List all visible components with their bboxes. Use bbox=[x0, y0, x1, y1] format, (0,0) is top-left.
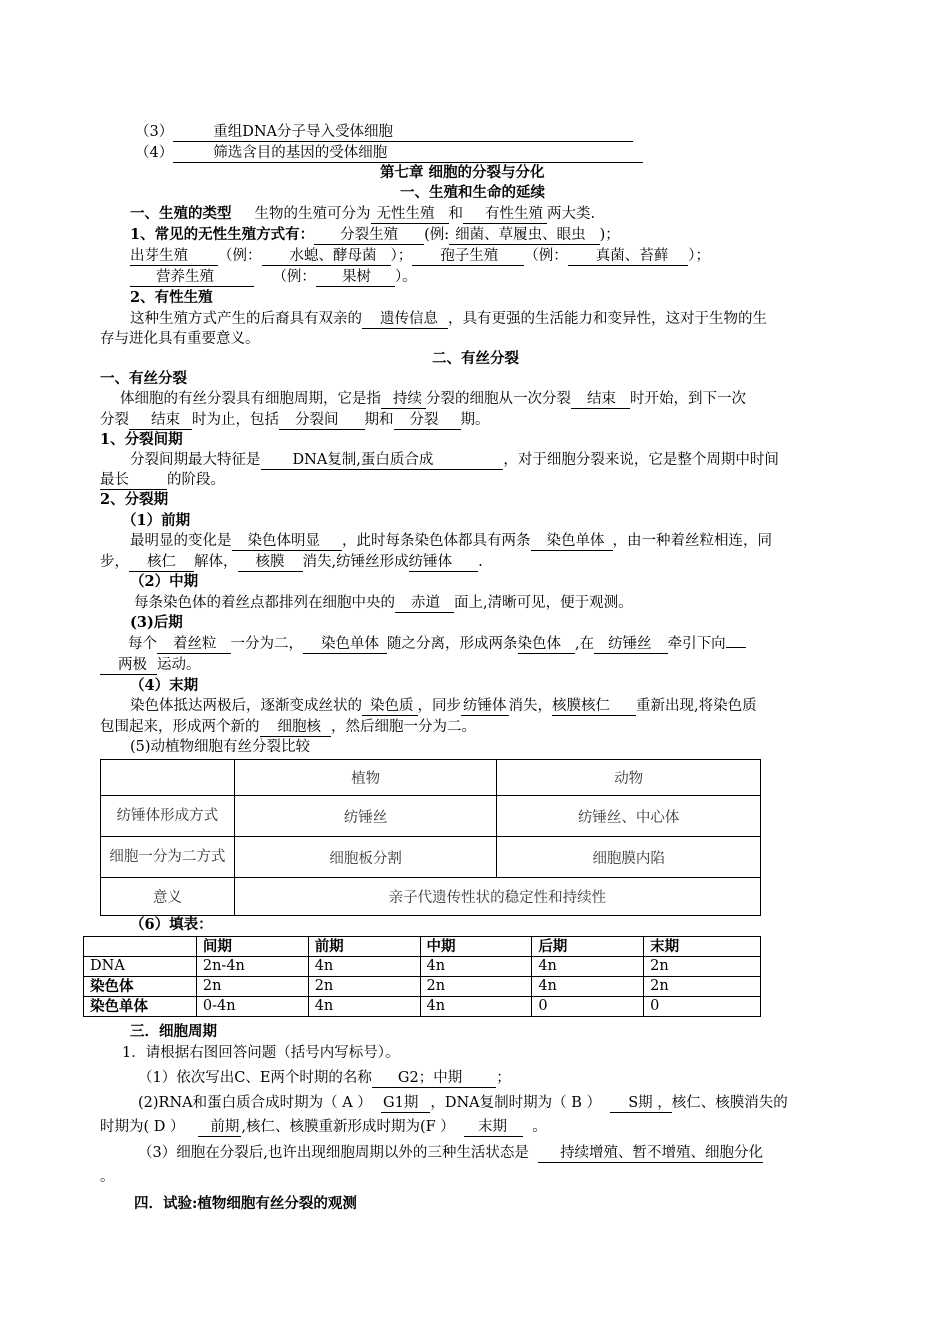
mitosis-para: 体细胞的有丝分裂具有细胞周期，它是指 持续 分裂的细胞从一次分裂 结束 时开始，到下一次 bbox=[120, 391, 746, 407]
chapter-title: 第七章 细胞的分裂与分化 bbox=[380, 164, 545, 181]
cycle-q2-cont: 时期为( D ） 前期 ,核仁、核膜重新形成时期为(F ） 末期 。 bbox=[100, 1119, 547, 1135]
sexual-text: 这种生殖方式产生的后裔具有双亲的 遗传信息 ，具有更强的生活能力和变异性，这对于生物的生 bbox=[130, 311, 767, 327]
cycle-question: 1．请根据右图回答问题（括号内写标号）。 bbox=[122, 1045, 400, 1061]
cycle-q1: （1）依次写出C、E两个时期的名称 G2；中期 ； bbox=[138, 1070, 511, 1086]
cycle-heading: 三．细胞周期 bbox=[130, 1023, 217, 1040]
interphase-text-2: 最长 的阶段。 bbox=[100, 472, 225, 488]
sexual-heading: 2、有性生殖 bbox=[130, 289, 213, 306]
table-row: 染色体 2n 2n 2n 4n 2n bbox=[84, 977, 761, 997]
interphase-text: 分裂间期最大特征是 DNA复制,蛋白质合成 ，对于细胞分裂来说，它是整个周期中时间 bbox=[130, 452, 779, 468]
anaphase-text: 每个 着丝粒 一分为二， 染色单体 随之分离，形成两条染色体 ,在 纺锤丝 牵引下向 bbox=[128, 634, 746, 654]
fill-heading: （6）填表： bbox=[130, 916, 213, 933]
interphase-heading: 1、分裂间期 bbox=[100, 431, 183, 448]
mitosis-para-2: 分裂 结束 时为止，包括 分裂间 期和 分裂 期。 bbox=[100, 412, 490, 428]
asexual-line3: 营养生殖 （例： 果树 ）。 bbox=[130, 267, 417, 287]
prophase-text: 最明显的变化是 染色体明显 ，此时每条染色体都具有两条 染色单体 ，由一种着丝粒相连，同 bbox=[130, 533, 772, 549]
anaphase-heading: (3)后期 bbox=[130, 614, 183, 631]
sexual-text-2: 存与进化具有重要意义。 bbox=[100, 331, 260, 347]
answer-blank: 筛选含目的基因的受体细胞 bbox=[173, 144, 643, 163]
table-row: 染色单体 0-4n 4n 4n 0 0 bbox=[84, 997, 761, 1017]
section-title: 一、生殖和生命的延续 bbox=[400, 184, 545, 201]
experiment-heading: 四．试验:植物细胞有丝分裂的观测 bbox=[134, 1195, 357, 1212]
mphase-heading: 2、分裂期 bbox=[100, 491, 169, 508]
anaphase-text-2: 两极 运动。 bbox=[100, 655, 201, 675]
mitosis-heading: 一、有丝分裂 bbox=[100, 370, 187, 387]
cycle-q2: (2)RNA和蛋白质合成时期为（ A ） G1期 ，DNA复制时期为（ B ） S期 ，核仁、核膜消失的 bbox=[138, 1095, 788, 1111]
reproduction-types: 一、生殖的类型 生物的生殖可分为 无性生殖 和 有性生殖 两大类. bbox=[130, 205, 596, 222]
asexual-line2: 出芽生殖 （例： 水螅、酵母菌 ）； 孢子生殖 （例： 真菌、苔藓 ）； bbox=[130, 248, 710, 264]
cycle-q3: （3）细胞在分裂后,也许出现细胞周期以外的三种生活状态是 持续增殖、暂不增殖、细胞分化 bbox=[138, 1145, 764, 1161]
table-row: DNA 2n-4n 4n 4n 4n 2n bbox=[84, 957, 761, 977]
compare-heading: (5)动植物细胞有丝分裂比较 bbox=[130, 739, 311, 755]
compare-table: 植物 动物 纺锤体形成方式 纺锤丝 纺锤丝、中心体 细胞一分为二方式 细胞板分割 细胞膜内陷 意义 亲子代遗传性状的稳定性和持续性 bbox=[100, 759, 761, 916]
answer-blank: 重组DNA分子导入受体细胞 bbox=[173, 123, 633, 142]
prophase-text-2: 步， 核仁 解体， 核膜 消失,纺锤丝形成纺锤体 . bbox=[100, 554, 483, 570]
metaphase-text: 每条染色体的着丝点都排列在细胞中央的 赤道 面上,清晰可见，便于观测。 bbox=[134, 595, 633, 611]
metaphase-heading: （2）中期 bbox=[130, 573, 199, 590]
item-4: （4） 筛选含目的基因的受体细胞 bbox=[135, 143, 643, 163]
asexual-line1: 1、常见的无性生殖方式有： 分裂生殖 (例: 细菌、草履虫、眼虫 )； bbox=[130, 226, 620, 243]
telophase-heading: （4）末期 bbox=[130, 677, 199, 694]
prophase-heading: （1）前期 bbox=[122, 512, 191, 529]
cycle-q3-end: 。 bbox=[100, 1169, 115, 1185]
item-3: （3） 重组DNA分子导入受体细胞 bbox=[135, 122, 633, 142]
fill-table: 间期 前期 中期 后期 末期 DNA 2n-4n 4n 4n 4n 2n 染色体 2n 2n 2n 4n 2n 染色单体 0-4n 4n 4n 0 0 bbox=[83, 936, 761, 1017]
telophase-text-2: 包围起来，形成两个新的 细胞核 ，然后细胞一分为二。 bbox=[100, 719, 476, 735]
telophase-text: 染色体抵达两极后，逐渐变成丝状的 染色质 ，同步 纺锤体 消失，核膜核仁 重新出现,将染色质 bbox=[130, 698, 757, 714]
section-title: 二、有丝分裂 bbox=[432, 350, 519, 367]
